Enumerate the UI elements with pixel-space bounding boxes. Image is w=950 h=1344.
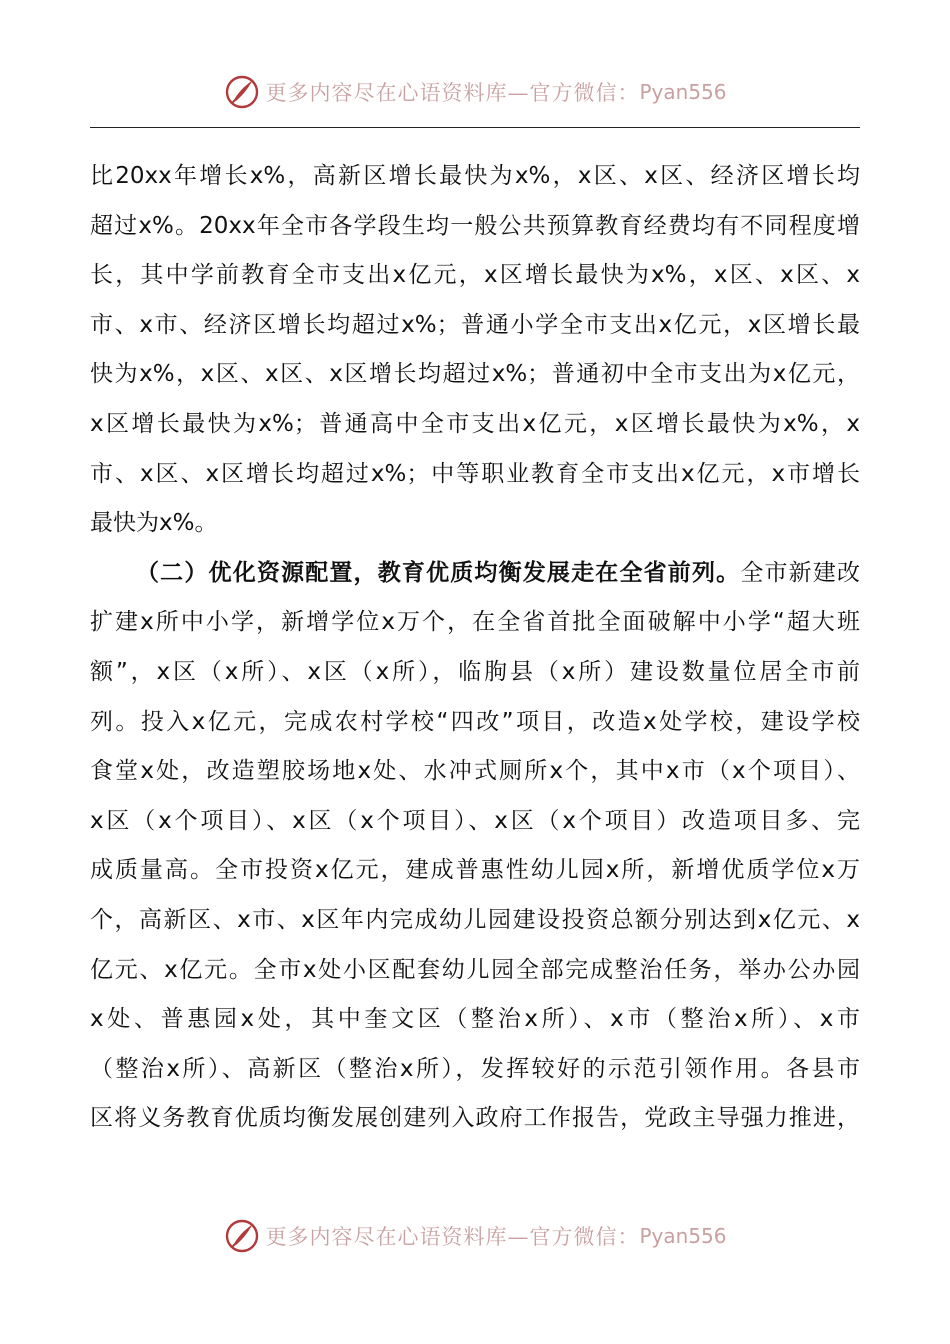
watermark-text: 更多内容尽在心语资料库—官方微信：	[265, 81, 640, 105]
text-line: 个，高新区、x市、x区年内完成幼儿园建设投资总额分别达到x亿元、x	[90, 906, 860, 933]
quill-seal-icon	[223, 1217, 261, 1255]
header-divider	[90, 127, 860, 128]
text-line: 比20xx年增长x%，高新区增长最快为x%，x区、x区、经济区增长均	[90, 163, 860, 189]
text-line: 亿元、x亿元。全市x处小区配套幼儿园全部完成整治任务，举办公办园	[90, 956, 860, 983]
text-line: 列。投入x亿元，完成农村学校“四改”项目，改造x处学校，建设学校	[90, 708, 860, 735]
heading-continuation: 全市新建改	[740, 559, 861, 586]
quill-seal-icon	[223, 73, 261, 111]
footer-watermark	[0, 1216, 950, 1256]
text-line: x区（x个项目）、x区（x个项目）、x区（x个项目）改造项目多、完	[90, 807, 860, 834]
text-line: 快为x%，x区、x区、x区增长均超过x%；普通初中全市支出为x亿元，	[90, 361, 860, 388]
text-line: x处、普惠园x处，其中奎文区（整治x所）、x市（整治x所）、x市	[90, 1006, 860, 1033]
text-line: 超过x%。20xx年全市各学段生均一般公共预算教育经费均有不同程度增	[90, 212, 860, 239]
text-line: 成质量高。全市投资x亿元，建成普惠性幼儿园x所，新增优质学位x万	[90, 857, 860, 884]
watermark-text: 更多内容尽在心语资料库—官方微信：	[265, 1225, 640, 1249]
section-heading: （二）优化资源配置，教育优质均衡发展走在全省前列。	[136, 559, 741, 586]
text-line: 区将义务教育优质均衡发展创建列入政府工作报告，党政主导强力推进，	[90, 1105, 860, 1132]
text-line: 扩建x所中小学，新增学位x万个，在全省首批全面破解中小学“超大班	[90, 609, 860, 636]
paragraph-1	[90, 152, 860, 549]
text-line: 食堂x处，改造塑胶场地x处、水冲式厕所x个，其中x市（x个项目）、	[90, 758, 860, 785]
document-body	[90, 152, 860, 1144]
text-line: 市、x市、经济区增长均超过x%；普通小学全市支出x亿元，x区增长最	[90, 311, 860, 338]
text-line: 最快为x%。	[90, 510, 218, 537]
watermark-account: Pyan556	[639, 1224, 727, 1248]
watermark-account: Pyan556	[639, 80, 727, 104]
text-line: 额”，x区（x所）、x区（x所），临朐县（x所）建设数量位居全市前	[90, 658, 860, 685]
text-line: 市、x区、x区增长均超过x%；中等职业教育全市支出x亿元，x市增长	[90, 460, 860, 487]
text-line: （整治x所）、高新区（整治x所），发挥较好的示范引领作用。各县市	[90, 1055, 860, 1082]
paragraph-2	[90, 549, 860, 1144]
header-watermark	[0, 72, 950, 112]
section-heading-line	[90, 549, 860, 599]
text-line: x区增长最快为x%；普通高中全市支出x亿元，x区增长最快为x%，x	[90, 410, 860, 437]
text-line: 长，其中学前教育全市支出x亿元，x区增长最快为x%，x区、x区、x	[90, 262, 860, 289]
